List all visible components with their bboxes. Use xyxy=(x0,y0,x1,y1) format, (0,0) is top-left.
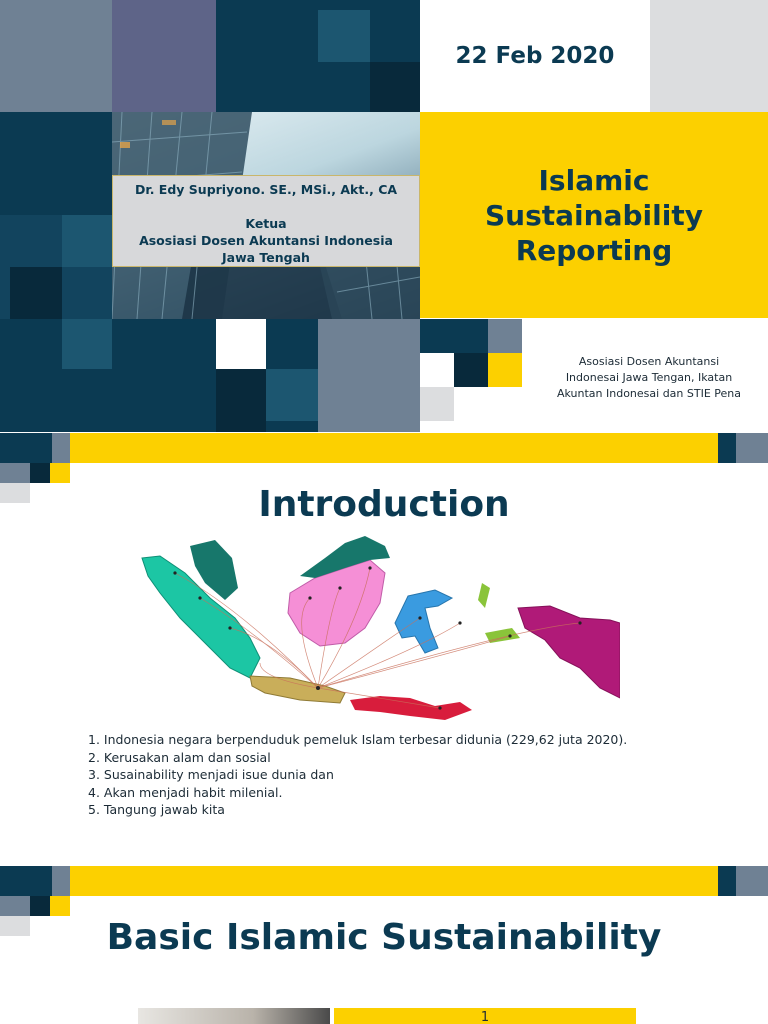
deco-block xyxy=(318,319,420,432)
author-org: Asosiasi Dosen Akuntansi Indonesia xyxy=(139,233,393,248)
deco-block xyxy=(216,369,266,432)
organizers-text xyxy=(530,354,768,402)
presentation-date: 22 Feb 2020 xyxy=(455,43,615,69)
deco-block xyxy=(370,62,420,112)
deco-block xyxy=(216,0,318,112)
author-region: Jawa Tengah xyxy=(222,250,310,265)
header-bar xyxy=(70,433,718,463)
deco-block xyxy=(0,866,52,896)
slide-title: Basic Islamic Sustainability xyxy=(106,917,662,958)
people-photo xyxy=(138,1008,330,1024)
list-item: 4. Akan menjadi habit milenial. xyxy=(88,784,283,800)
deco-block xyxy=(488,319,522,353)
deco-block xyxy=(10,267,62,319)
deco-block xyxy=(736,866,768,896)
list-item: 2. Kerusakan alam dan sosial xyxy=(88,749,271,765)
indonesia-map xyxy=(140,528,620,728)
slide-title: Introduction xyxy=(258,484,510,525)
introduction-points xyxy=(88,731,728,819)
deco-block xyxy=(420,319,488,353)
list-item: 3. Susainability menjadi isue dunia dan xyxy=(88,767,334,782)
deco-block xyxy=(30,463,50,483)
deco-block xyxy=(50,896,70,916)
list-item: 5. Tangung jawab kita xyxy=(88,802,225,817)
presentation-title xyxy=(420,112,768,318)
deco-block xyxy=(736,433,768,463)
deco-block xyxy=(266,369,318,421)
deco-block xyxy=(62,319,112,369)
deco-block xyxy=(0,463,30,483)
organizer-line: Akuntan Indonesai dan STIE Pena xyxy=(556,387,742,400)
deco-block xyxy=(718,866,736,896)
deco-block xyxy=(30,896,50,916)
organizer-line: Indonesai Jawa Tengan, Ikatan xyxy=(565,371,733,384)
list-item: 1. Indonesia negara berpenduduk pemeluk Islam terbesar didunia (229,62 juta 2020). xyxy=(88,732,628,747)
author-box xyxy=(112,175,420,267)
deco-block xyxy=(420,387,454,421)
header-bar xyxy=(70,866,718,896)
deco-block xyxy=(52,866,70,896)
deco-block xyxy=(0,433,52,463)
deco-block xyxy=(0,896,30,916)
organizer-line: Asosiasi Dosen Akuntansi xyxy=(578,355,720,368)
deco-block xyxy=(52,433,70,463)
deco-block xyxy=(112,319,216,432)
deco-block xyxy=(454,353,488,387)
deco-block xyxy=(62,215,112,267)
title-line: Islamic xyxy=(538,163,650,197)
deco-block xyxy=(318,10,370,62)
deco-block xyxy=(0,0,112,112)
title-line: Reporting xyxy=(515,233,673,267)
deco-block xyxy=(650,0,768,112)
author-role: Ketua xyxy=(245,216,287,231)
deco-block xyxy=(718,433,736,463)
box-number: 1 xyxy=(480,1010,490,1024)
title-line: Sustainability xyxy=(485,198,703,232)
deco-block xyxy=(112,0,216,112)
deco-block xyxy=(50,463,70,483)
deco-block xyxy=(488,353,522,387)
author-name: Dr. Edy Supriyono. SE., MSi., Akt., CA xyxy=(134,182,398,197)
